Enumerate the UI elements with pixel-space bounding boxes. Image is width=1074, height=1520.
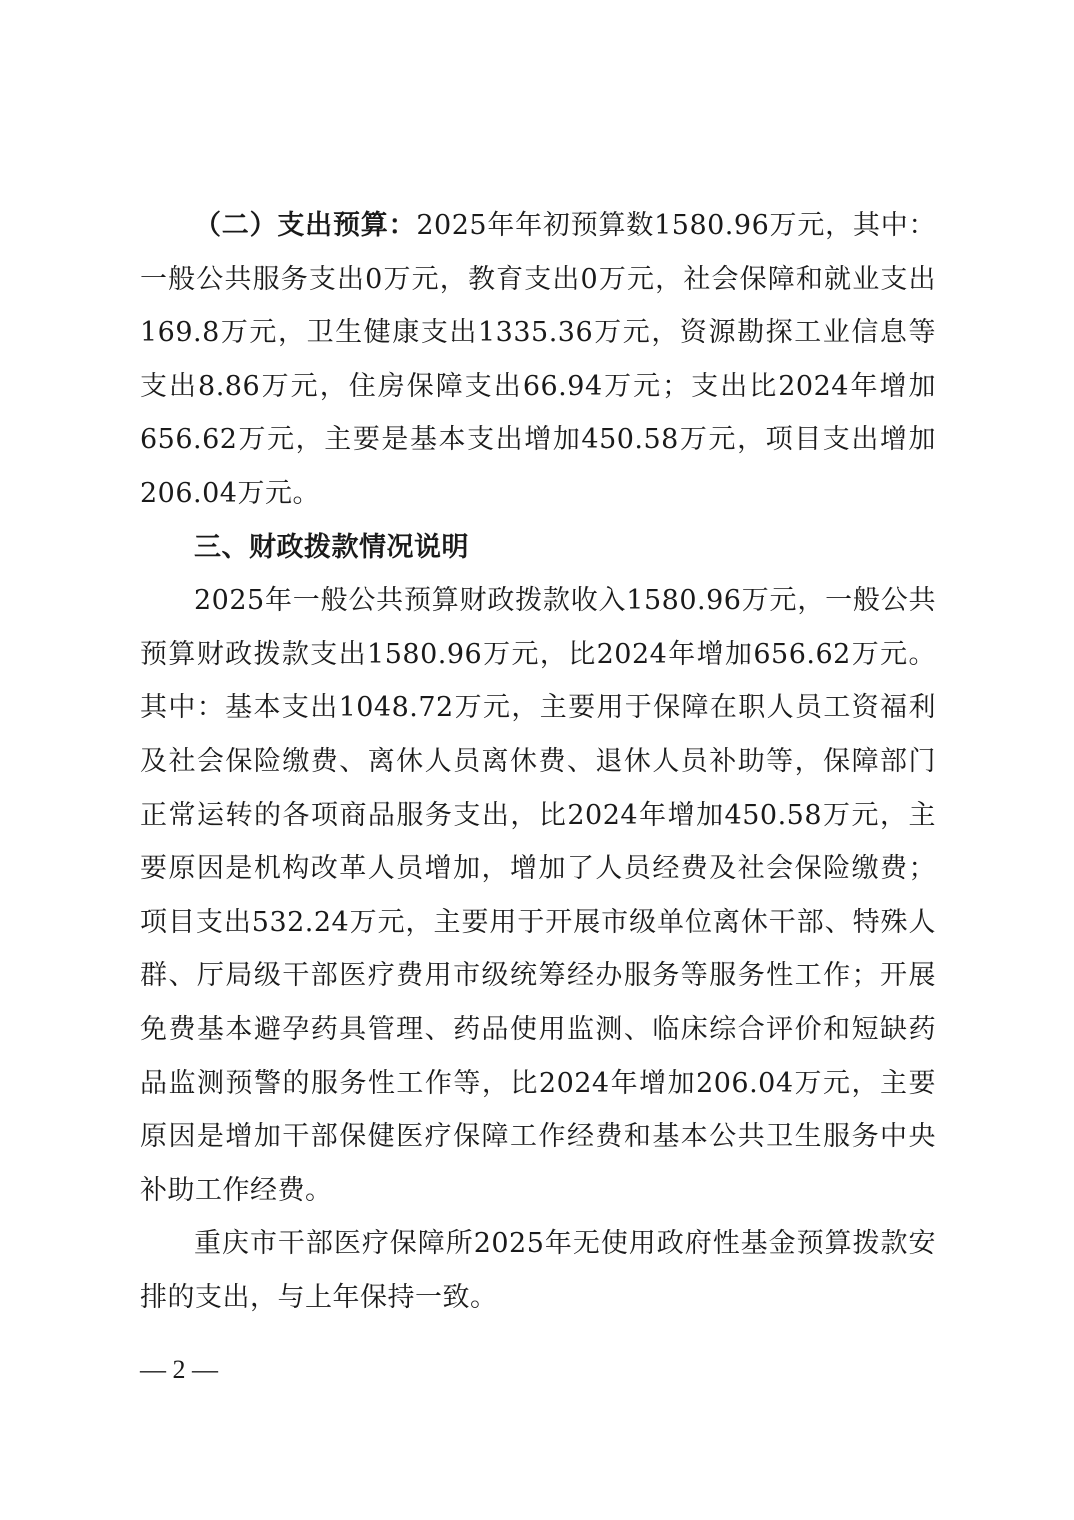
page-number: — 2 — bbox=[140, 1355, 218, 1384]
fiscal-allocation-paragraph: 2025年一般公共预算财政拨款收入1580.96万元，一般公共预算财政拨款支出1580.96万元，比2024年增加656.62万元。其中：基本支出1048.72万元，主要用于保障在职人员工资福利及社会保险缴费、离休人员离休费、退休人员补助等，保障部门正常运转的各项商品服务支出，比2024年增加450.58万元，主要原因是机构改革人员增加，增加了人员经费及社会保险缴费；项目支出532.24万元，主要用于开展市级单位离休干部、特殊人群、厅局级干部医疗费用市级统筹经办服务等服务性工作；开展免费基本避孕药具管理、药品使用监测、临床综合评价和短缺药品监测预警的服务性工作等，比2024年增加206.04万元，主要原因是增加干部保健医疗保障工作经费和基本公共卫生服务中央补助工作经费。 bbox=[140, 585, 936, 1206]
government-fund-paragraph: 重庆市干部医疗保障所2025年无使用政府性基金预算拨款安排的支出，与上年保持一致。 bbox=[140, 1228, 936, 1313]
expenditure-budget-label: （二）支出预算： bbox=[194, 210, 417, 241]
fiscal-allocation-heading: 三、财政拨款情况说明 bbox=[194, 531, 469, 563]
expenditure-budget-text: 2025年年初预算数1580.96万元，其中：一般公共服务支出0万元，教育支出0万元，社会保障和就业支出169.8万元，卫生健康支出1335.36万元，资源勘探工业信息等支出8.86万元，住房保障支出66.94万元；支出比2024年增加656.62万元，主要是基本支出增加450.58万元，项目支出增加206.04万元。 bbox=[140, 210, 936, 509]
document-body bbox=[140, 199, 936, 1324]
expenditure-budget-paragraph bbox=[140, 199, 936, 521]
